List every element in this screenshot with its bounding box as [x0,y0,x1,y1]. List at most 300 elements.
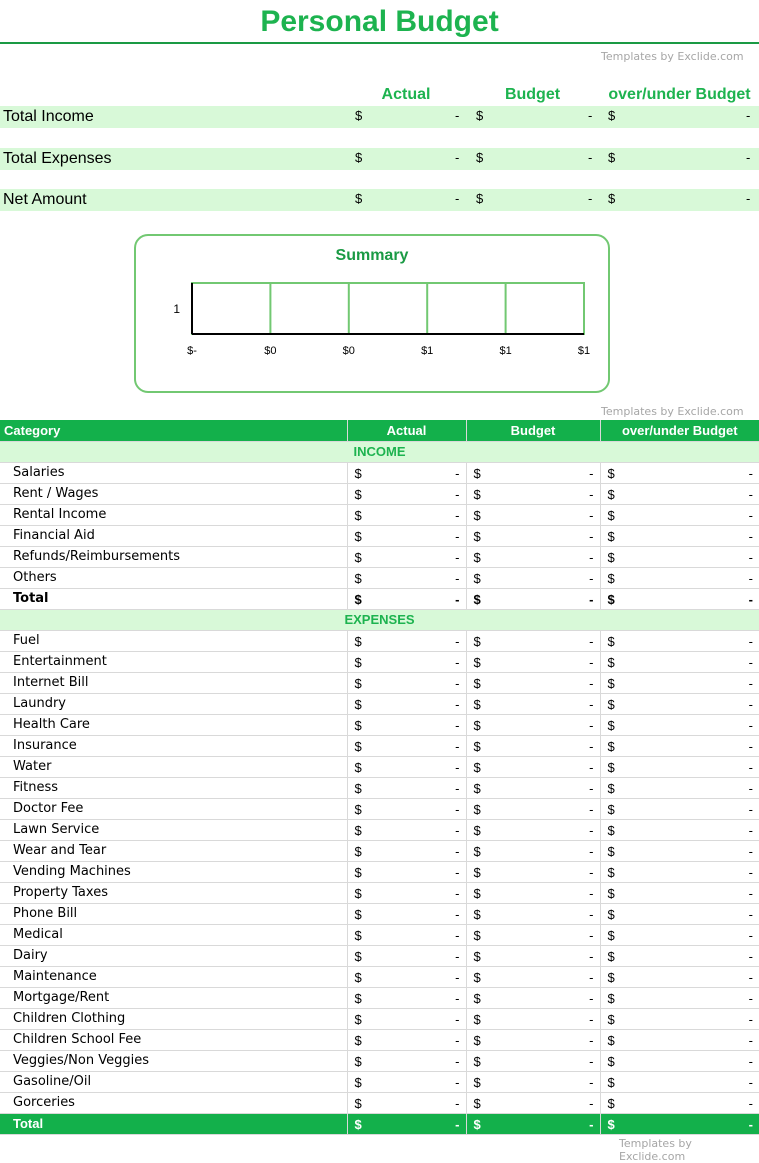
currency-symbol: $ [473,990,481,1006]
cell-value: - [589,528,594,544]
expense-item-label: Doctor Fee [0,798,347,819]
currency-symbol: $ [473,759,481,775]
expense-item-label: Insurance [0,735,347,756]
cell-value: - [455,507,460,523]
summary-budget-currency: $ [476,191,484,206]
expense-budget-cell[interactable] [466,819,600,840]
income-budget-cell[interactable] [466,567,600,588]
cell-value: - [748,486,753,502]
currency-symbol: $ [354,1032,362,1048]
expense-budget-cell[interactable] [466,1071,600,1092]
currency-symbol: $ [354,990,362,1006]
expense-over-under-cell[interactable] [600,840,759,861]
cell-value: - [589,1074,594,1090]
currency-symbol: $ [607,843,615,859]
cell-value: - [589,1032,594,1048]
income-total-label: Total [0,588,347,609]
cell-value: - [455,1032,460,1048]
chart-plot [136,236,608,391]
currency-symbol: $ [354,717,362,733]
cell-value: - [748,1074,753,1090]
expense-over-under-cell[interactable] [600,1008,759,1029]
cell-value: - [589,906,594,922]
expense-item-label: Entertainment [0,651,347,672]
expense-over-under-cell[interactable] [600,924,759,945]
currency-symbol: $ [607,801,615,817]
currency-symbol: $ [354,780,362,796]
expense-budget-cell[interactable] [466,840,600,861]
expense-item-label: Gorceries [0,1092,347,1113]
expense-over-under-cell[interactable] [600,756,759,777]
table-row [0,714,759,735]
cell-value: - [455,1116,460,1132]
expense-actual-cell[interactable] [347,672,466,693]
income-budget-cell[interactable] [466,525,600,546]
income-actual-cell[interactable] [347,567,466,588]
table-row [0,525,759,546]
expense-budget-cell[interactable] [466,1092,600,1113]
table-row [0,483,759,504]
cell-value: - [589,633,594,649]
currency-symbol: $ [354,1074,362,1090]
cell-value: - [455,948,460,964]
cell-value: - [748,843,753,859]
credit-middle: Templates by Exclide.com [601,405,744,418]
currency-symbol: $ [473,822,481,838]
cell-value: - [455,570,460,586]
cell-value: - [748,822,753,838]
income-item-label: Rent / Wages [0,483,347,504]
currency-symbol: $ [607,507,615,523]
currency-symbol: $ [354,1011,362,1027]
expense-budget-cell[interactable] [466,987,600,1008]
cell-value: - [455,549,460,565]
income-over-under-cell[interactable] [600,462,759,483]
expense-budget-cell[interactable] [466,735,600,756]
currency-symbol: $ [473,1032,481,1048]
expense-item-label: Gasoline/Oil [0,1071,347,1092]
cell-value: - [748,780,753,796]
cell-value: - [589,969,594,985]
cell-value: - [748,1032,753,1048]
income-item-label: Rental Income [0,504,347,525]
cell-value: - [455,801,460,817]
currency-symbol: $ [607,1011,615,1027]
income-over-under-cell[interactable] [600,525,759,546]
income-over-under-cell[interactable] [600,483,759,504]
currency-symbol: $ [607,759,615,775]
expense-budget-cell[interactable] [466,966,600,987]
expense-actual-cell[interactable] [347,1092,466,1113]
summary-col-budget: Budget [504,86,561,103]
expense-over-under-cell[interactable] [600,651,759,672]
expense-over-under-cell[interactable] [600,798,759,819]
expense-item-label: Laundry [0,693,347,714]
expense-item-label: Phone Bill [0,903,347,924]
chart-tick-label: $1 [421,345,434,357]
table-row [0,1071,759,1092]
currency-symbol: $ [473,570,481,586]
expense-budget-cell[interactable] [466,1029,600,1050]
expense-item-label: Property Taxes [0,882,347,903]
expense-actual-cell[interactable] [347,945,466,966]
currency-symbol: $ [354,759,362,775]
currency-symbol: $ [607,927,615,943]
cell-value: - [748,990,753,1006]
expense-over-under-cell[interactable] [600,945,759,966]
expense-budget-cell[interactable] [466,903,600,924]
expense-actual-cell[interactable] [347,693,466,714]
cell-value: - [455,633,460,649]
income-over-under-cell[interactable] [600,504,759,525]
table-header-row [0,420,759,441]
currency-symbol: $ [607,969,615,985]
currency-symbol: $ [354,801,362,817]
expense-budget-cell[interactable] [466,693,600,714]
cell-value: - [589,864,594,880]
expense-budget-cell[interactable] [466,945,600,966]
summary-over-under-currency: $ [608,150,616,165]
currency-symbol: $ [473,675,481,691]
expense-item-label: Internet Bill [0,672,347,693]
cell-value: - [455,591,460,607]
grand-total-row [0,1113,759,1134]
currency-symbol: $ [607,465,615,481]
cell-value: - [748,570,753,586]
expense-actual-cell[interactable] [347,819,466,840]
currency-symbol: $ [354,507,362,523]
grand-total-budget-cell[interactable] [466,1113,600,1134]
currency-symbol: $ [354,843,362,859]
expense-over-under-cell[interactable] [600,819,759,840]
expense-item-label: Wear and Tear [0,840,347,861]
expense-over-under-cell[interactable] [600,630,759,651]
summary-row [0,148,759,170]
expense-actual-cell[interactable] [347,966,466,987]
expense-over-under-cell[interactable] [600,1092,759,1113]
income-budget-cell[interactable] [466,504,600,525]
table-row [0,1008,759,1029]
income-total-budget-cell[interactable] [466,588,600,609]
expense-over-under-cell[interactable] [600,1029,759,1050]
currency-symbol: $ [473,528,481,544]
income-budget-cell[interactable] [466,546,600,567]
summary-actual-currency: $ [355,191,363,206]
summary-over-under-currency: $ [608,191,616,206]
expense-budget-cell[interactable] [466,630,600,651]
income-item-label: Financial Aid [0,525,347,546]
cell-value: - [455,969,460,985]
currency-symbol: $ [354,906,362,922]
currency-symbol: $ [607,675,615,691]
cell-value: - [455,1011,460,1027]
cell-value: - [455,843,460,859]
header-category: Category [0,420,347,441]
summary-row-label: Net Amount [3,191,87,208]
currency-symbol: $ [473,948,481,964]
currency-symbol: $ [607,1053,615,1069]
currency-symbol: $ [607,1095,615,1111]
cell-value: - [589,570,594,586]
expense-budget-cell[interactable] [466,861,600,882]
summary-actual-value: - [455,150,460,165]
cell-value: - [748,591,753,607]
chart-tick-label: $1 [577,345,591,357]
summary-budget-value: - [588,150,593,165]
expense-actual-cell[interactable] [347,882,466,903]
cell-value: - [748,969,753,985]
expense-budget-cell[interactable] [466,1050,600,1071]
currency-symbol: $ [473,1053,481,1069]
expense-actual-cell[interactable] [347,840,466,861]
summary-row [0,106,759,128]
table-row [0,567,759,588]
expense-item-label: Children Clothing [0,1008,347,1029]
income-actual-cell[interactable] [347,504,466,525]
expense-item-label: Fitness [0,777,347,798]
expense-actual-cell[interactable] [347,735,466,756]
cell-value: - [589,759,594,775]
expense-item-label: Water [0,756,347,777]
expenses-section-row [0,609,759,630]
cell-value: - [455,885,460,901]
chart-tick-label: $- [187,345,197,357]
cell-value: - [589,885,594,901]
currency-symbol: $ [354,1095,362,1111]
expense-over-under-cell[interactable] [600,1071,759,1092]
expense-over-under-cell[interactable] [600,882,759,903]
cell-value: - [748,738,753,754]
table-row [0,903,759,924]
income-actual-cell[interactable] [347,483,466,504]
header-actual: Actual [347,420,466,441]
cell-value: - [589,507,594,523]
expense-over-under-cell[interactable] [600,861,759,882]
expense-actual-cell[interactable] [347,630,466,651]
expense-over-under-cell[interactable] [600,735,759,756]
cell-value: - [748,1095,753,1111]
currency-symbol: $ [473,801,481,817]
currency-symbol: $ [354,528,362,544]
table-row [0,1050,759,1071]
expense-over-under-cell[interactable] [600,1050,759,1071]
expense-over-under-cell[interactable] [600,777,759,798]
grand-total-actual-cell[interactable] [347,1113,466,1134]
expense-budget-cell[interactable] [466,651,600,672]
currency-symbol: $ [607,1074,615,1090]
expense-over-under-cell[interactable] [600,903,759,924]
currency-symbol: $ [354,654,362,670]
table-row [0,651,759,672]
currency-symbol: $ [354,969,362,985]
currency-symbol: $ [607,738,615,754]
cell-value: - [589,1053,594,1069]
page-title: Personal Budget [0,0,759,44]
currency-symbol: $ [607,528,615,544]
currency-symbol: $ [354,675,362,691]
grand-total-label: Total [0,1113,347,1134]
summary-over-under-value: - [746,191,751,206]
expense-over-under-cell[interactable] [600,987,759,1008]
summary-col-actual: Actual [381,86,431,103]
currency-symbol: $ [473,633,481,649]
currency-symbol: $ [473,654,481,670]
budget-table [0,420,759,1135]
currency-symbol: $ [473,591,481,607]
income-item-label: Refunds/Reimbursements [0,546,347,567]
expense-item-label: Veggies/Non Veggies [0,1050,347,1071]
cell-value: - [455,822,460,838]
cell-value: - [748,864,753,880]
cell-value: - [589,486,594,502]
table-row [0,966,759,987]
expense-budget-cell[interactable] [466,672,600,693]
income-over-under-cell[interactable] [600,567,759,588]
cell-value: - [589,549,594,565]
summary-budget-value: - [588,108,593,123]
summary-actual-value: - [455,191,460,206]
cell-value: - [748,465,753,481]
expense-budget-cell[interactable] [466,882,600,903]
currency-symbol: $ [607,1032,615,1048]
expense-item-label: Mortgage/Rent [0,987,347,1008]
cell-value: - [455,906,460,922]
currency-symbol: $ [473,843,481,859]
expense-actual-cell[interactable] [347,987,466,1008]
expense-over-under-cell[interactable] [600,714,759,735]
expense-budget-cell[interactable] [466,714,600,735]
currency-symbol: $ [473,738,481,754]
expense-over-under-cell[interactable] [600,966,759,987]
currency-symbol: $ [607,822,615,838]
table-row [0,1029,759,1050]
expense-budget-cell[interactable] [466,1008,600,1029]
income-total-over-under-cell[interactable] [600,588,759,609]
cell-value: - [455,486,460,502]
expense-actual-cell[interactable] [347,1029,466,1050]
credit-bottom: Templates by Exclide.com [619,1137,692,1163]
cell-value: - [455,717,460,733]
income-section-row [0,441,759,462]
income-budget-cell[interactable] [466,462,600,483]
income-actual-cell[interactable] [347,525,466,546]
cell-value: - [455,780,460,796]
cell-value: - [748,948,753,964]
header-budget: Budget [466,420,600,441]
expense-budget-cell[interactable] [466,756,600,777]
currency-symbol: $ [354,1053,362,1069]
expense-item-label: Dairy [0,945,347,966]
currency-symbol: $ [473,1095,481,1111]
expense-actual-cell[interactable] [347,861,466,882]
currency-symbol: $ [354,633,362,649]
cell-value: - [455,759,460,775]
chart-tick-label: $1 [499,345,512,357]
expense-actual-cell[interactable] [347,1071,466,1092]
expense-item-label: Medical [0,924,347,945]
income-actual-cell[interactable] [347,546,466,567]
chart-title: Summary [335,247,409,264]
income-budget-cell[interactable] [466,483,600,504]
cell-value: - [455,528,460,544]
income-over-under-cell[interactable] [600,546,759,567]
currency-symbol: $ [473,906,481,922]
cell-value: - [589,696,594,712]
credit-top: Templates by Exclide.com [601,50,744,63]
expense-actual-cell[interactable] [347,756,466,777]
summary-over-under-currency: $ [608,108,616,123]
income-total-row [0,588,759,609]
summary-row [0,189,759,211]
expense-actual-cell[interactable] [347,777,466,798]
expense-actual-cell[interactable] [347,1008,466,1029]
chart-category-label: 1 [173,302,180,316]
expenses-section-label: EXPENSES [0,609,759,630]
table-row [0,882,759,903]
cell-value: - [455,696,460,712]
expense-budget-cell[interactable] [466,924,600,945]
currency-symbol: $ [354,864,362,880]
table-row [0,987,759,1008]
currency-symbol: $ [607,486,615,502]
expense-actual-cell[interactable] [347,924,466,945]
income-actual-cell[interactable] [347,462,466,483]
currency-symbol: $ [607,1116,615,1132]
cell-value: - [589,465,594,481]
expense-actual-cell[interactable] [347,651,466,672]
summary-actual-value: - [455,108,460,123]
grand-total-over-under-cell[interactable] [600,1113,759,1134]
expense-actual-cell[interactable] [347,714,466,735]
cell-value: - [589,717,594,733]
currency-symbol: $ [354,927,362,943]
income-section-label: INCOME [0,441,759,462]
currency-symbol: $ [473,486,481,502]
income-item-label: Others [0,567,347,588]
cell-value: - [748,1116,753,1132]
cell-value: - [589,654,594,670]
cell-value: - [455,1074,460,1090]
table-row [0,672,759,693]
summary-col-over-under: over/under Budget [608,86,751,103]
cell-value: - [748,549,753,565]
expense-actual-cell[interactable] [347,1050,466,1071]
expense-over-under-cell[interactable] [600,672,759,693]
table-row [0,945,759,966]
currency-symbol: $ [607,633,615,649]
expense-budget-cell[interactable] [466,798,600,819]
cell-value: - [748,759,753,775]
currency-symbol: $ [473,507,481,523]
expense-actual-cell[interactable] [347,798,466,819]
currency-symbol: $ [473,780,481,796]
income-total-actual-cell[interactable] [347,588,466,609]
currency-symbol: $ [354,822,362,838]
expense-item-label: Fuel [0,630,347,651]
expense-actual-cell[interactable] [347,903,466,924]
expense-item-label: Lawn Service [0,819,347,840]
chart-plot-border [192,283,584,334]
cell-value: - [455,675,460,691]
income-item-label: Salaries [0,462,347,483]
table-row [0,504,759,525]
expense-over-under-cell[interactable] [600,693,759,714]
currency-symbol: $ [607,885,615,901]
cell-value: - [589,675,594,691]
cell-value: - [455,1053,460,1069]
table-row [0,735,759,756]
expense-budget-cell[interactable] [466,777,600,798]
